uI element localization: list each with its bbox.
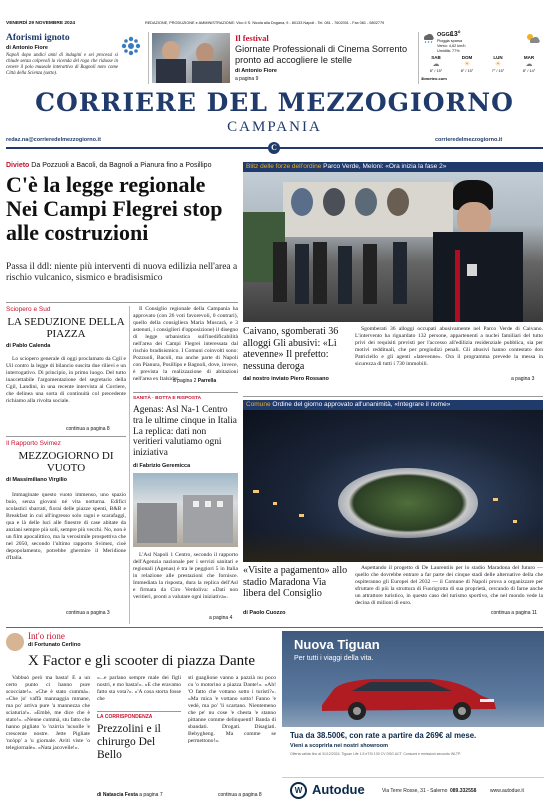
forecast-day-3 bbox=[483, 55, 513, 75]
sanita-body: L'Asl Napoli 1 Centro, secondo il rapporto dell'Agenzia nazionale per i servizi sanitari e regionali (Agenas) è tra le peggiori 5 in Italia in relazione alle prestazioni che fornisce. Immediata la risposta, dura la replica dell'Asl e firmata da Ciro Verdoliva: «Dati non veritieri, pronti a valutare ogni iniziativa». bbox=[133, 552, 238, 600]
svimez-cont: continua a pagina 3 bbox=[66, 610, 110, 616]
comune-article bbox=[243, 565, 543, 625]
rione-author: di Fortunato Cerlino bbox=[28, 642, 81, 648]
sun-icon: ☀ bbox=[494, 61, 502, 69]
blitz-body: Sgomberati 36 alloggi occupati abusivamente nel Parco Verde di Caivano. L'intervento ha riguardato 132 persone, appartenenti a nuclei familiari del tutto privi dei requisiti previsti per l'accesso all'edilizia residenziale pubblica, sia per motivi reddituali, che per pregiudizi penali. Gli abusivi hanno contestato don Patriciello e gli agenti «latevenne». Ora il programma prevede la messa in sicurezza di tutti i 730 immobili. bbox=[355, 326, 543, 367]
lead-story bbox=[6, 162, 238, 304]
forecast-day-temp: 8° / 14° bbox=[522, 69, 536, 74]
top-strip bbox=[0, 0, 549, 86]
correspondence-page: a pagina 7 bbox=[139, 792, 163, 798]
festival-author: di Antonio Fiore bbox=[235, 68, 277, 74]
sanita-page: a pagina 4 bbox=[209, 615, 233, 621]
aforismi-block bbox=[6, 33, 144, 85]
lead-page-ref bbox=[173, 378, 216, 384]
rione-article bbox=[6, 631, 276, 803]
forecast-day-name: DOM bbox=[461, 55, 473, 60]
ad-dealer-addr: Via Terre Rosse, 31 - Salerno bbox=[382, 788, 448, 794]
cloud-icon: ☁ bbox=[525, 61, 533, 69]
weather-line-1: Pioggia sparsa bbox=[437, 39, 463, 43]
rione-col2: «...e parlano sempre male dei figli nostri, e mo basta!». «E che eravamo fatto sta vota?». «'A cosa storta fosse che bbox=[97, 675, 181, 702]
lead-body: Il Consiglio regionale della Campania ha approvato (con 26 voti favorevoli, 0 contrari), quello della consigliera Maria Muscarà, e 3 astenuti, i consiglieri d'opposizione) il disegno di legge urbanistica sull'inedificabilità nell'area dei Campi Flegrei interessata dal rischio bradisismico. I Comuni coinvolti sono: Pozzuoli, Bacoli, ma anche parte di Napoli con Pianura, Posillipo e Bagnoli, dove, invece, è prevista la realizzazione di abitazioni nell'area ex Italsider. bbox=[133, 306, 238, 382]
lead-body-block bbox=[133, 306, 238, 386]
rione-face-icon bbox=[6, 633, 24, 651]
festival-headline: Giornate Professionali di Cinema Sorrento pronto ad accogliere le stelle bbox=[235, 44, 408, 65]
forecast-day-name: MAR bbox=[523, 55, 535, 60]
comune-kicker2: Ordine del giorno approvato all'unanimità, «Integrare il nome» bbox=[272, 401, 451, 408]
blitz-article bbox=[243, 326, 543, 396]
sun-icon: ☀ bbox=[463, 61, 471, 69]
sciopero-author: di Pablo Calenda bbox=[6, 343, 51, 349]
date: VENERDÌ 29 NOVEMBRE 2024 bbox=[6, 21, 76, 26]
weather-widget bbox=[421, 30, 545, 86]
ad-dealer: Autodue bbox=[312, 782, 365, 797]
sanita-headline: Agenas: Asl Na-1 Centro tra le ultime cinque in Italia La replica: dati non veritieri valutiamo ogni iniziativa bbox=[133, 405, 237, 459]
ad-tagline: Per tutti i viaggi della vita. bbox=[294, 655, 374, 662]
comune-kicker-line bbox=[246, 401, 450, 409]
svimez-headline: MEZZOGIORNO DI VUOTO bbox=[18, 450, 114, 475]
comune-author: di Paolo Cuozzo bbox=[243, 610, 286, 616]
sciopero-cont: continua a pagina 8 bbox=[66, 426, 110, 432]
masthead bbox=[0, 86, 549, 152]
forecast-day-1 bbox=[421, 55, 451, 75]
sanita-author: di Fabrizio Geremicca bbox=[133, 463, 191, 469]
comune-headline: «Visite a pagamento» allo stadio Maradona Via libera del Consiglio bbox=[243, 565, 348, 599]
masthead-email: redaz.na@corrieredelmezzogiorno.it bbox=[6, 137, 101, 143]
corriere-logo: C bbox=[268, 142, 280, 154]
masthead-title: CORRIERE DEL MEZZOGIORNO bbox=[35, 88, 514, 117]
svimez-body: Immaginate questo vuoto immenso, uno spazio buio, senza giovani né vita notturna. Edifici scolastici sbarrati, fiorai delle piazze spenti, B&B e Breakfast in cui all'ingresso solo ragni e scarafaggi, qua e là delle luci alle finestre di case abitate da anziani sempre più soli, sempre più vecchi. No, non è un film apocalittico, ma la verosimile prospettiva che nel 2050, secondo l'ultimo rapporto Svimez, cioè depopolamento, potrebbe ghermire il Meridione d'Italia. bbox=[6, 492, 126, 561]
ad-dealer-phone: 089.332558 bbox=[450, 788, 477, 794]
editorial-address: REDAZIONE, PRODUZIONE e AMMINISTRAZIONE: Vico II S. Nicola alla Dogana, 9 - 80133 Napoli - Tel. 081 - 7602001 - Fax 081 - 5802779 bbox=[145, 21, 385, 25]
lead-kicker bbox=[6, 162, 238, 170]
forecast-day-name: SAB bbox=[431, 55, 441, 60]
sanita-kicker: SANITÀ · BOTTA E RISPOSTA bbox=[133, 396, 202, 401]
police-photo bbox=[243, 172, 543, 322]
weather-line-2: Vento: 4,62 km/h bbox=[437, 44, 466, 48]
blitz-kicker-bar bbox=[243, 162, 543, 172]
stadium-photo bbox=[243, 410, 543, 562]
weather-temp: 13° bbox=[450, 31, 461, 38]
lead-kicker-red: Divieto bbox=[6, 162, 30, 169]
festival-label: Il festival bbox=[235, 33, 269, 43]
festival-photo bbox=[152, 33, 230, 83]
sciopero-kicker: Sciopero e Sud bbox=[6, 306, 51, 313]
lead-page: a pagina 2 bbox=[173, 378, 197, 384]
tiguan-ad bbox=[282, 631, 544, 803]
comune-kicker: Comune bbox=[246, 401, 271, 408]
vw-logo-icon: W bbox=[290, 782, 307, 799]
sanita-article bbox=[133, 396, 238, 624]
forecast-day-temp: 8° / 15° bbox=[429, 69, 443, 74]
aforismi-author: di Antonio Fiore bbox=[6, 45, 48, 51]
forecast-day-temp: 7° / 15° bbox=[491, 69, 505, 74]
comune-cont: continua a pagina 11 bbox=[491, 610, 538, 616]
lead-kicker-text: Da Pozzuoli a Bacoli, da Bagnoli a Pianura fino a Posillipo bbox=[31, 162, 212, 169]
weather-source: 3bmeteo.com bbox=[421, 76, 447, 81]
festival-block bbox=[235, 33, 415, 85]
rione-col3: sti guaglione vanno a pazzià nu poco cu 'o motorino a piazza Dante!». «Ah! 'O fatto che vottano sotto i turisti?». «Ma mica 'e vottano sotto! Fanno 'e vedè, ma po' 'li scartano. Nientemeno che pe' nu cose 'e chesta 'e stanno pittanne comme delinquenti! Banda di sbandati. Drogati. Disagiati. Bebygheng. Ma comme se permettono!». bbox=[188, 675, 276, 744]
svimez-kicker: Il Rapporto Svimez bbox=[6, 440, 61, 447]
correspondence-headline: Prezzolini e il chirurgo Del Bello bbox=[97, 723, 161, 761]
cloud-icon: ☁ bbox=[432, 61, 440, 69]
lead-page-author: Parrella bbox=[197, 378, 217, 384]
blitz-headline: Caivano, sgomberati 36 alloggi Gli abusivi: «Lì atevenne» Il prefetto: nessuna deroga bbox=[243, 326, 339, 372]
ad-fine-print: Offerta valida fino al 31/12/2024. Tiguan Life 1.5 eTSI 130 CV DSG ACT. Consumi e emissioni secondo WLTP. bbox=[290, 752, 461, 756]
weather-line-3: Umidità: 77% bbox=[437, 49, 460, 53]
forecast-day-temp: 8° / 15° bbox=[460, 69, 474, 74]
blitz-kicker: Blitz delle forze dell'ordine bbox=[246, 163, 322, 170]
ad-offer2: Vieni a scoprirla nei nostri showroom bbox=[290, 743, 389, 749]
blitz-page: a pagina 3 bbox=[511, 376, 535, 382]
forecast-day-2 bbox=[452, 55, 482, 75]
ad-dealer-bar bbox=[282, 777, 544, 803]
blitz-kicker2: Parco Verde, Meloni: «Ora inizia la fase 2» bbox=[323, 163, 447, 170]
rione-headline: X Factor e gli scooter di piazza Dante bbox=[28, 653, 255, 669]
ad-offer: Tua da 38.500€, con rate a partire da 269€ al mese. bbox=[290, 731, 477, 740]
festival-page: a pagina 9 bbox=[235, 76, 259, 82]
rain-cloud-icon bbox=[421, 32, 435, 43]
correspondence-author: di Natascia Festa bbox=[97, 792, 138, 798]
rione-cont: continua a pagina 8 bbox=[218, 792, 262, 798]
sciopero-body: Lo sciopero generale di oggi proclamato da Cgil e Uil contro la legge di bilancio suscita due rilievi e un interrogativo. Di principio, in primo luogo. Del tutto inaccettabile l'argomentazione del segretario della Cgil, Landini, in una recente intervista al Corriere, che delinea una sorta di continuità col precedente richiamo alla rivolta sociale. bbox=[6, 356, 126, 404]
ad-title: Nuova Tiguan bbox=[294, 637, 380, 652]
rione-col1: Vabbuò però ma basta! E a un certo punto ci hanno pure scocciate!». «Che è stato cummà». «Che jo' vaffà mannaggia mmane, ma po' arriva pure 'a mannezza che sciaturia!». «Embè, me dice che è stato!». «Nenne cummà, stu fatto che hanno pigliato 'o 'nzirria 'ncuolle 'e crescente nostre. Jette Pigliate 'ncòpp' a 'u giornale. Aviti viste 'o telegiornale». «Nata jacovelle!». bbox=[6, 675, 90, 751]
sun-cloud-icon bbox=[525, 32, 541, 44]
rione-kicker: Int'o rione bbox=[28, 631, 65, 641]
aforismi-text: Napoli dopo undici anni di indagini e sei processi si chiude senza colpevoli la vicenda del rogo che ridusse in cenere il polo museale interattivo di Bagnoli noto come Città della Scienza (sotto). bbox=[6, 53, 118, 76]
lead-deck: Passa il ddl: niente più interventi di nuova edilizia nell'area a rischio vulcanico, sismico e bradisismico bbox=[6, 262, 238, 284]
sciopero-headline: LA SEDUZIONE DELLA PIAZZA bbox=[7, 316, 125, 341]
sciopero-article bbox=[6, 306, 126, 434]
masthead-subtitle: CAMPANIA bbox=[227, 119, 322, 135]
svimez-article bbox=[6, 440, 126, 620]
comune-kicker-bar bbox=[243, 400, 543, 410]
correspondence-byline bbox=[97, 792, 181, 798]
weather-today: OGGI bbox=[437, 32, 452, 38]
forecast-day-4 bbox=[514, 55, 544, 75]
car-image bbox=[312, 669, 502, 721]
lead-headline: C'è la legge regionale Nei Campi Flegrei stop alle costruzioni bbox=[6, 172, 223, 245]
correspondence-label: LA CORRISPONDENZA bbox=[97, 714, 153, 720]
blitz-kicker-line bbox=[246, 163, 446, 171]
flower-icon bbox=[120, 35, 142, 57]
ad-dealer-site: www.autodue.it bbox=[490, 788, 524, 794]
comune-body: Aspettando il progetto di De Laurentiis per lo stadio Maradona del futuro — quello che dovrebbe entrare a far parte dei cinque stadi delle alternative della che ospiteranno gli Europei del 2032 — il Comune di Napoli prova a organizzare per sfruttare di più la struttura di Fuorigrotta di sua proprietà, cercando di farne anche un attrattore turistico, in questo caso del turismo sportivo, che nel mondo vede la decina di milioni di euro. bbox=[355, 565, 543, 606]
svimez-author: di Massimiliano Virgilio bbox=[6, 477, 68, 483]
blitz-author: dal nostro inviato Piero Rossano bbox=[243, 376, 329, 382]
aforismi-title: Aforismi ignoto bbox=[6, 33, 70, 43]
hospital-photo bbox=[133, 473, 238, 547]
masthead-site: corrieredelmezzogiorno.it bbox=[435, 137, 503, 143]
ad-offer-panel bbox=[282, 727, 544, 777]
forecast-day-name: LUN bbox=[493, 55, 503, 60]
